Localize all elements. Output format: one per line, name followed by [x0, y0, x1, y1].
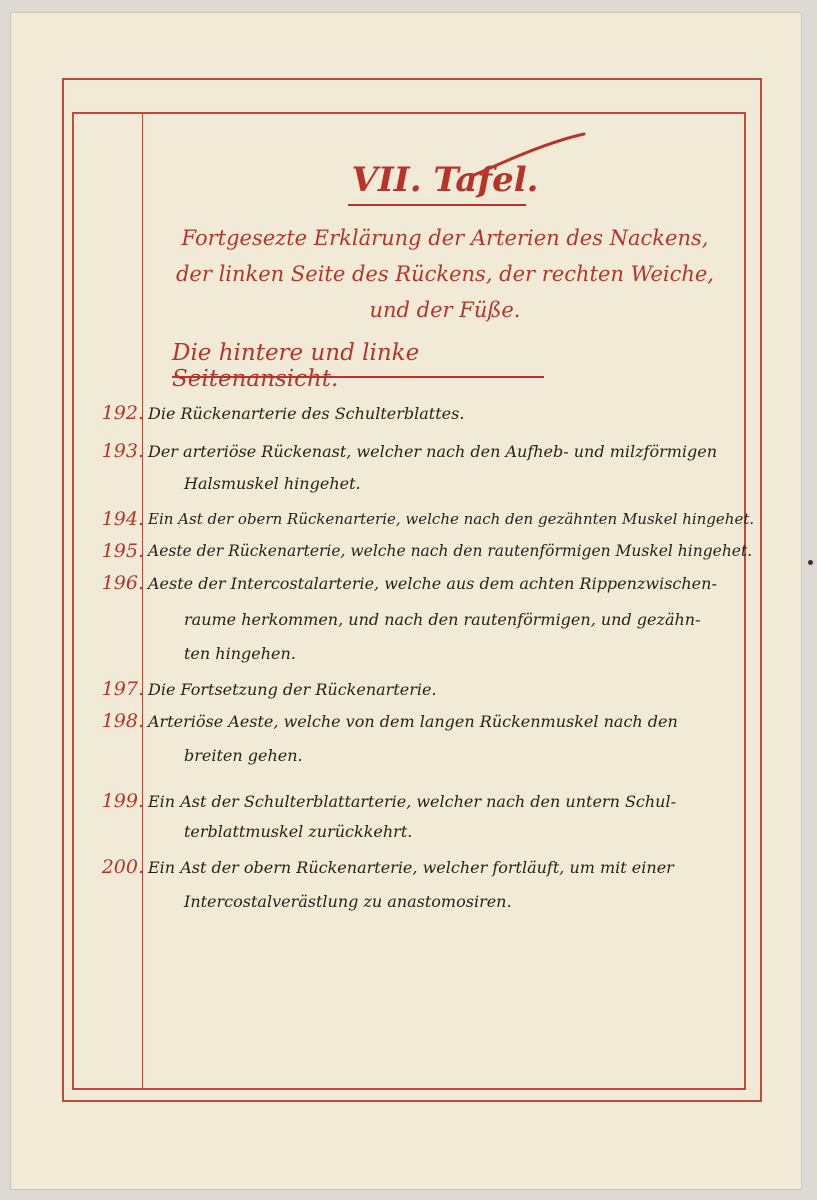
entry-number: 192. [101, 402, 144, 424]
entry-text: Aeste der Intercostalarterie, welche aus dem achten Rippenzwischen- [148, 574, 717, 593]
entry-text: breiten gehen. [184, 746, 303, 765]
entry-text: Ein Ast der obern Rückenarterie, welche nach den gezähnten Muskel hingehet. [148, 510, 755, 528]
entry-text: Ein Ast der Schulterblattarterie, welcher nach den untern Schul- [148, 792, 677, 811]
entry-text: Ein Ast der obern Rückenarterie, welcher fortläuft, um mit einer [148, 858, 674, 877]
section-underline [172, 376, 544, 378]
entry-text: raume herkommen, und nach den rautenförmigen, und gezähn- [184, 610, 701, 629]
subtitle-line: und der Füße. [369, 298, 521, 322]
title-underline [348, 204, 526, 206]
entry-text: Intercostalverästlung zu anastomosiren. [184, 892, 512, 911]
entry-text: Halsmuskel hingehet. [184, 474, 361, 493]
entry-number: 198. [101, 710, 144, 732]
entry-number: 195. [101, 540, 144, 562]
entry-text: Aeste der Rückenarterie, welche nach den rautenförmigen Muskel hingehet. [148, 542, 753, 560]
entry-number: 196. [101, 572, 144, 594]
page-title: VII. Tafel. [351, 160, 539, 200]
entry-number: 197. [101, 678, 144, 700]
entry-text: ten hingehen. [184, 644, 296, 663]
margin-rule [142, 112, 143, 1090]
entry-number: 200. [101, 856, 144, 878]
ink-spot [808, 560, 813, 565]
entry-text: Arteriöse Aeste, welche von dem langen Rückenmuskel nach den [148, 712, 678, 731]
entry-text: Der arteriöse Rückenast, welcher nach den Aufheb- und milzförmigen [148, 442, 718, 461]
entry-number: 199. [101, 790, 144, 812]
entry-text: Die Rückenarterie des Schulterblattes. [148, 404, 465, 423]
inner-border [72, 112, 746, 1090]
subtitle-line: Fortgesezte Erklärung der Arterien des Nackens, [181, 226, 709, 250]
entry-number: 193. [101, 440, 144, 462]
entry-number: 194. [101, 508, 144, 530]
section-heading: Die hintere und linke Seitenansicht. [172, 340, 420, 392]
subtitle-line: der linken Seite des Rückens, der rechten Weiche, [175, 262, 714, 286]
entry-text: Die Fortsetzung der Rückenarterie. [148, 680, 437, 699]
entry-text: terblattmuskel zurückkehrt. [184, 822, 413, 841]
